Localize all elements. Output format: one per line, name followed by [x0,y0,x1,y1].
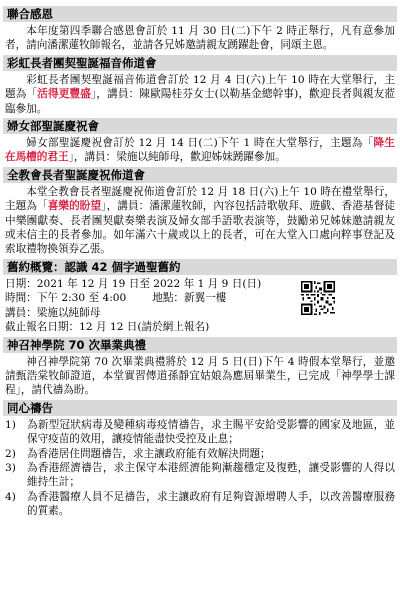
joint-thanksgiving-body: 本年度第四季聯合感恩會訂於 11 月 30 日(二)下午 2 時正舉行，凡有意參加者，請向潘潔蓮牧師報名，並請各兄姊邀請親友踴躍赴會，同頌主恩。 [5,25,395,52]
seminary-graduation-body: 神召神學院第 70 次畢業典禮將於 12 月 5 日(日)下午 4 時假本堂舉行，並邀請甄浩棠牧師證道，本堂實習傳道孫靜宜姑娘為應屆畢業生，已完成「神學學士課程」，請代禱為盼。 [5,355,395,397]
women-text-pre: 婦女部聖誕慶祝會訂於 12 月 14 日(二)下午 1 時在大堂舉行，主題為「 [26,137,374,150]
prayer-item-text: 為香港居住問題禱告，求主讓政府能有效解決問題； [27,447,271,460]
church-text-post: 」，講員：潘潔蓮牧師，內容包括詩歌敬拜、遊戲、香港基督徒中樂團獻奏、長者團契獻奏樂表演及婦女部手語歌表演等，鼓勵弟兄姊妹邀請親友或未信主的長者參加。如年滿六十歲或以上的長者，可在大堂入口處向粹事登記及索取禮物換領券乙張。 [5,200,396,256]
bible-time: 時間：下午 2:30 至 4:00 [5,292,127,305]
prayer-item [5,447,395,461]
prayer-item [5,461,395,490]
bible-date: 日期：2021 年 12 月 19 日至 2022 年 1 月 9 日(日) [5,277,262,290]
prayer-item-number: 1) [5,418,16,431]
bible-speaker: 講員：梁施以純師母 [5,306,101,319]
prayer-item-text: 為香港經濟禱告，求主保守本港經濟能夠漸趨穩定及復甦，讓受影響的人得以維持生計； [27,461,395,489]
prayer-item-number: 3) [5,461,16,474]
prayer-item-text: 為香港醫療人員不足禱告，求主讓政府有足夠資源增聘人手，以改善醫療服務的質素。 [27,490,395,518]
prayer-item [5,418,395,447]
section-title-joint-thanksgiving: 聯合感恩 [3,6,397,22]
section-title-seminary-graduation: 神召神學院 70 次畢業典禮 [3,337,397,353]
section-title-prayer: 同心禱告 [3,400,397,416]
bible-deadline: 截止報名日期：12 月 12 日(請於網上報名) [5,321,210,334]
women-christmas-body [3,136,397,165]
section-title-church-elderly: 全教會長者聖誕慶祝佈道會 [3,167,397,183]
church-text-pre: 本堂全教會長者聖誕慶祝佈道會訂於 12 月 18 日(六)上午 10 時在禮堂舉行，主題為「 [5,185,395,213]
section-title-bible-overview: 舊約概覽：認識 42 個字過聖舊約 [3,259,397,275]
section-title-women-christmas: 婦女部聖誕慶祝會 [3,118,397,134]
church-theme: 喜樂的盼望 [47,200,102,213]
women-text-post: 」，講員：梁施以純師母，歡迎姊妹踴躍參加。 [68,151,286,164]
prayer-list [3,418,397,519]
prayer-item-text: 為新型冠狀病毒及變種病毒疫情禱告，求主賜平安給受影響的國家及地區，並保守疫苗的效用，讓疫情能盡快受控及止息； [27,418,395,446]
church-elderly-body [3,185,397,257]
qr-code-icon[interactable] [301,281,335,315]
rainbow-fellowship-body [3,73,397,116]
bible-schedule [3,277,397,335]
section-title-rainbow-fellowship: 彩虹長者團契聖誕福音佈道會 [3,55,397,71]
prayer-item [5,490,395,519]
bible-venue: 地點：新翼一樓 [152,292,227,305]
prayer-item-number: 4) [5,490,16,503]
women-theme: 降生在馬槽的君王 [5,137,396,164]
rainbow-text-pre: 彩虹長者團契聖誕福音佈道會訂於 12 月 4 日(六)上午 10 時在大堂舉行，主題為「 [5,73,395,101]
prayer-item-number: 2) [5,447,16,460]
rainbow-theme: 活得更豐盛 [37,88,91,101]
rainbow-text-post: 」，講員：陳歐陽桂芬女士(以勒基金總幹事)，歡迎長者與親友蒞臨參加。 [5,88,396,115]
bible-time-venue [3,291,397,305]
